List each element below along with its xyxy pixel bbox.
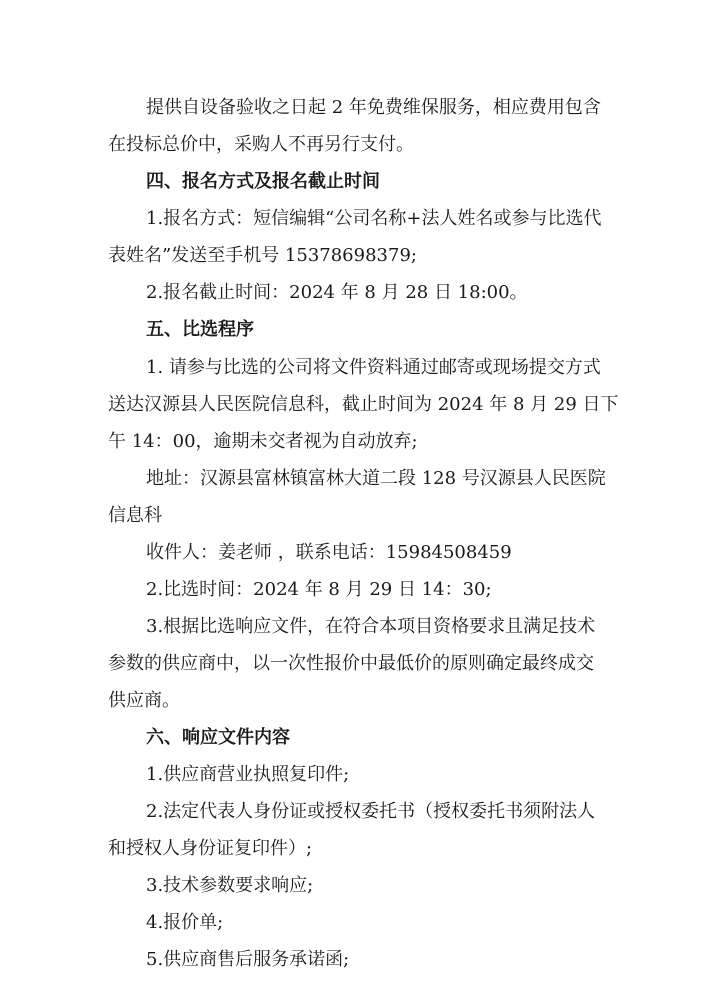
paragraph-line: 在投标总价中，采购人不再另行支付。 (108, 134, 414, 155)
list-item: 5.供应商售后服务承诺函; (146, 949, 350, 970)
paragraph-line: 提供自设备验收之日起 2 年免费维保服务，相应费用包含 (146, 97, 601, 118)
list-item: 2.法定代表人身份证或授权委托书（授权委托书须附法人 (146, 801, 596, 822)
paragraph-line: 2.报名截止时间：2024 年 8 月 28 日 18:00。 (146, 282, 528, 303)
paragraph-line: 表姓名”发送至手机号 15378698379; (108, 245, 417, 266)
paragraph-line: 午 14：00，逾期未交者视为自动放弃; (108, 431, 418, 452)
paragraph-line: 供应商。 (108, 690, 180, 711)
paragraph-line: 1.报名方式：短信编辑“公司名称+法人姓名或参与比选代 (146, 208, 602, 229)
paragraph-line: 2.比选时间：2024 年 8 月 29 日 14：30; (146, 579, 492, 600)
paragraph-line: 送达汉源县人民医院信息科，截止时间为 2024 年 8 月 29 日下 (108, 394, 619, 415)
recipient-line: 收件人：姜老师 ，联系电话：15984508459 (146, 542, 512, 563)
list-item: 3.技术参数要求响应; (146, 875, 314, 896)
address-line: 地址：汉源县富林镇富林大道二段 128 号汉源县人民医院 (146, 468, 606, 489)
section-heading-registration: 四、报名方式及报名截止时间 (146, 171, 380, 192)
section-heading-response-docs: 六、响应文件内容 (146, 727, 290, 748)
paragraph-line: 参数的供应商中，以一次性报价中最低价的原则确定最终成交 (108, 653, 594, 674)
paragraph-line: 1. 请参与比选的公司将文件资料通过邮寄或现场提交方式 (146, 357, 601, 378)
list-item: 和授权人身份证复印件）; (108, 838, 313, 859)
address-line: 信息科 (108, 505, 162, 526)
list-item: 4.报价单; (146, 912, 224, 933)
section-heading-procedure: 五、比选程序 (146, 319, 254, 340)
paragraph-line: 3.根据比选响应文件，在符合本项目资格要求且满足技术 (146, 616, 596, 637)
list-item: 1.供应商营业执照复印件; (146, 764, 350, 785)
